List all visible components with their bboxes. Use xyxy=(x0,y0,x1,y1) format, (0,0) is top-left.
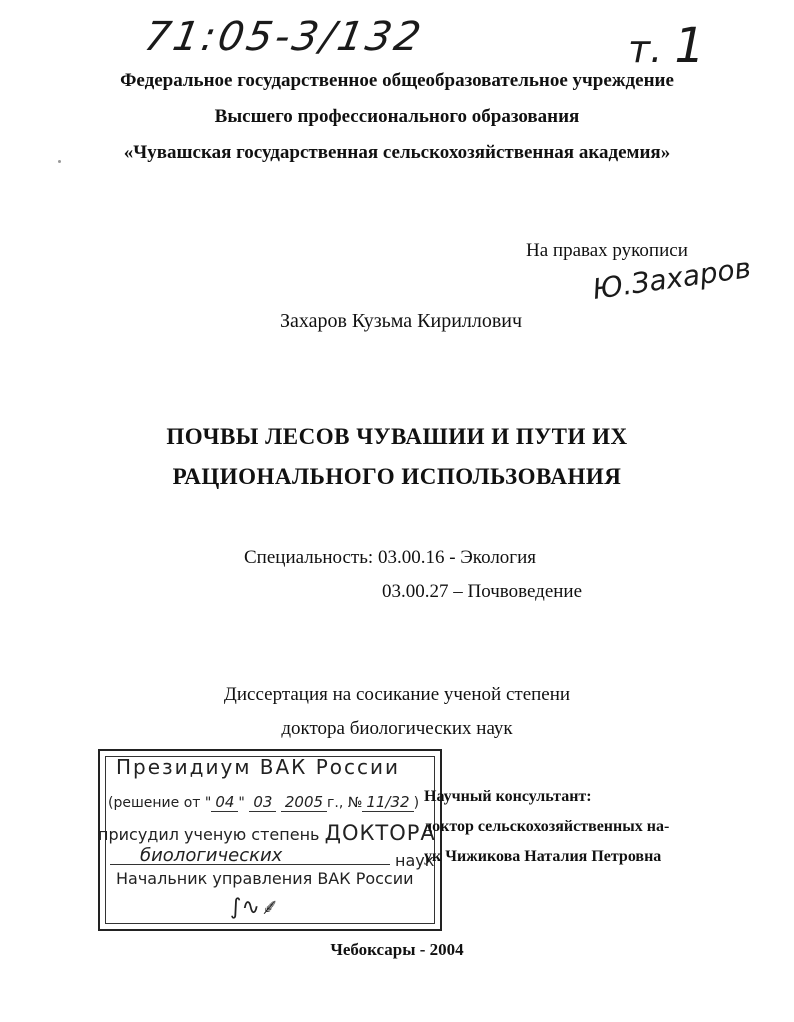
stamp-awarded xyxy=(98,821,436,845)
institution-line-2: Высшего профессионального образования xyxy=(214,106,580,127)
stamp-field-handwritten: биологических xyxy=(140,845,283,866)
stamp-head-title: Начальник управления ВАК России xyxy=(116,869,414,888)
stamp-decision-number: 11/32 xyxy=(362,793,413,812)
volume-number: 1 xyxy=(674,18,705,74)
stamp-title: Президиум ВАК России xyxy=(116,755,401,779)
stamp-decision-prefix: (решение от " xyxy=(108,795,212,811)
archive-number-handwritten: 71:05-3/132 xyxy=(140,14,428,60)
institution-line-1: Федеральное государственное общеобразовательное учреждение xyxy=(120,70,674,91)
stamp-degree: ДОКТОРА xyxy=(324,821,436,845)
stamp-decision-suffix: ) xyxy=(413,795,420,811)
stamp-sciences: наук xyxy=(395,851,435,870)
stamp-decision-sep: " xyxy=(238,795,245,811)
volume-prefix: т. xyxy=(628,27,663,71)
city-year: Чебоксары - 2004 xyxy=(330,940,464,959)
stamp-decision-month: 03 xyxy=(249,793,276,812)
stamp-decision xyxy=(108,793,419,811)
specialty-ecology: 03.00.16 - Экология xyxy=(377,547,537,568)
specialty-line-1 xyxy=(244,547,536,569)
specialty-label: Специальность: xyxy=(244,547,374,568)
consultant-name: ук Чижикова Наталия Петровна xyxy=(424,848,662,865)
dissertation-title-line-2: РАЦИОНАЛЬНОГО ИСПОЛЬЗОВАНИЯ xyxy=(172,464,622,489)
author-name: Захаров Кузьма Кириллович xyxy=(279,310,523,332)
stamp-decision-day: 04 xyxy=(211,793,238,812)
scan-speck xyxy=(58,160,61,163)
stamp-awarded-text: присудил ученую степень xyxy=(98,825,320,844)
manuscript-rights: На правах рукописи xyxy=(526,240,688,261)
dissertation-purpose-line-1: Диссертация на сосикание ученой степени xyxy=(223,684,571,705)
volume-mark-handwritten xyxy=(628,18,705,74)
consultant-label: Научный консультант: xyxy=(424,788,592,805)
stamp-decision-year-suffix: г., № xyxy=(327,795,363,811)
author-signature: Ю.Захаров xyxy=(590,251,753,306)
vak-approval-stamp xyxy=(98,749,442,931)
institution-line-3: «Чувашская государственная сельскохозяйственная академия» xyxy=(123,142,671,163)
dissertation-title-line-1: ПОЧВЫ ЛЕСОВ ЧУВАШИИ И ПУТИ ИХ xyxy=(166,424,628,449)
specialty-soil-science: 03.00.27 – Почвоведение xyxy=(382,581,583,602)
consultant-degree: доктор сельскохозяйственных на- xyxy=(424,818,670,835)
dissertation-purpose-line-2: доктора биологических наук xyxy=(281,718,513,739)
stamp-signature-icon: ∫∿⸙ xyxy=(230,895,277,920)
stamp-decision-year: 2005 xyxy=(281,793,327,812)
